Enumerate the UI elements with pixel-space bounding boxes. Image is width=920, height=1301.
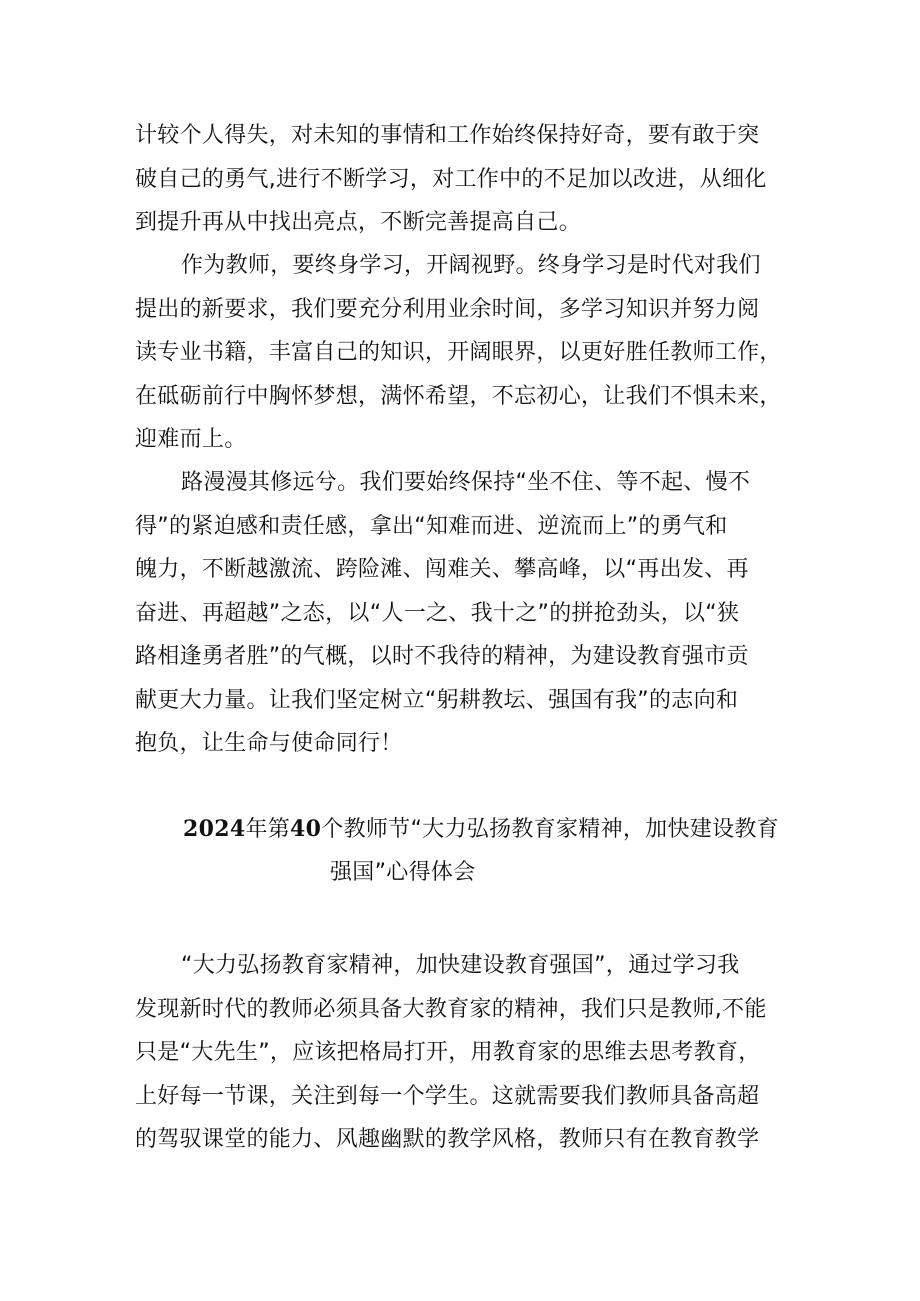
heading-number: 40 bbox=[290, 816, 322, 842]
paragraph-3 bbox=[135, 461, 795, 766]
paragraph-line: 读专业书籍，丰富自己的知识，开阔眼界，以更好胜任教师工作， bbox=[135, 340, 782, 365]
paragraph-line: 作为教师，要终身学习，开阔视野。终身学习是时代对我们 bbox=[181, 253, 761, 278]
article-heading bbox=[135, 808, 795, 894]
paragraph-line: 献更大力量。让我们坚定树立“躬耕教坛、强国有我”的志向和 bbox=[135, 687, 739, 713]
paragraph-line: 破自己的勇气,进行不断学习，对工作中的不足加以改进，从细化 bbox=[135, 166, 767, 192]
heading-year: 2024 bbox=[183, 816, 246, 842]
paragraph-line: 提出的新要求，我们要充分利用业余时间，多学习知识并努力阅 bbox=[135, 296, 760, 322]
paragraph-4 bbox=[135, 944, 795, 1162]
paragraph-line: 计较个人得失，对未知的事情和工作始终保持好奇，要有敢于突 bbox=[135, 123, 760, 148]
heading-line-2: 强国”心得体会 bbox=[330, 860, 476, 885]
paragraph-line: 路漫漫其修远兮。我们要始终保持“坐不住、等不起、慢不 bbox=[181, 470, 751, 495]
paragraph-line: 路相逢勇者胜”的气概，以时不我待的精神，为建设教育强市贡 bbox=[135, 644, 749, 669]
paragraph-line: 在砥砺前行中胸怀梦想，满怀希望，不忘初心，让我们不惧未来， bbox=[135, 383, 782, 409]
paragraph-line: 到提升再从中找出亮点，不断完善提高自己。 bbox=[135, 210, 582, 235]
paragraph-line: 魄力，不断越激流、跨险滩、闯难关、攀高峰，以“再出发、再 bbox=[135, 557, 749, 582]
paragraph-2 bbox=[135, 244, 795, 462]
heading-text: 年第 bbox=[245, 817, 291, 842]
paragraph-line: 只是“大先生”，应该把格局打开，用教育家的思维去思考教育， bbox=[135, 1040, 761, 1065]
paragraph-line: 抱负，让生命与使命同行！ bbox=[135, 731, 403, 756]
paragraph-line: 奋进、再超越”之态，以“人一之、我十之”的拼抢劲头，以“狭 bbox=[135, 600, 740, 626]
heading-line-1 bbox=[135, 808, 795, 851]
paragraph-line: 发现新时代的教师必须具备大教育家的精神，我们只是教师,不能 bbox=[135, 996, 767, 1022]
paragraph-line: 上好每一节课，关注到每一个学生。这就需要我们教师具备高超 bbox=[135, 1083, 760, 1109]
paragraph-1 bbox=[135, 114, 795, 245]
paragraph-line: “大力弘扬教育家精神，加快建设教育强国”，通过学习我 bbox=[181, 953, 740, 978]
heading-text: 个教师节“大力弘扬教育家精神，加快建设教育 bbox=[321, 817, 779, 842]
paragraph-line: 的驾驭课堂的能力、风趣幽默的教学风格，教师只有在教育教学 bbox=[135, 1127, 760, 1152]
paragraph-line: 迎难而上。 bbox=[135, 427, 247, 452]
paragraph-line: 得”的紧迫感和责任感，拿出“知难而进、逆流而上”的勇气和 bbox=[135, 513, 728, 539]
